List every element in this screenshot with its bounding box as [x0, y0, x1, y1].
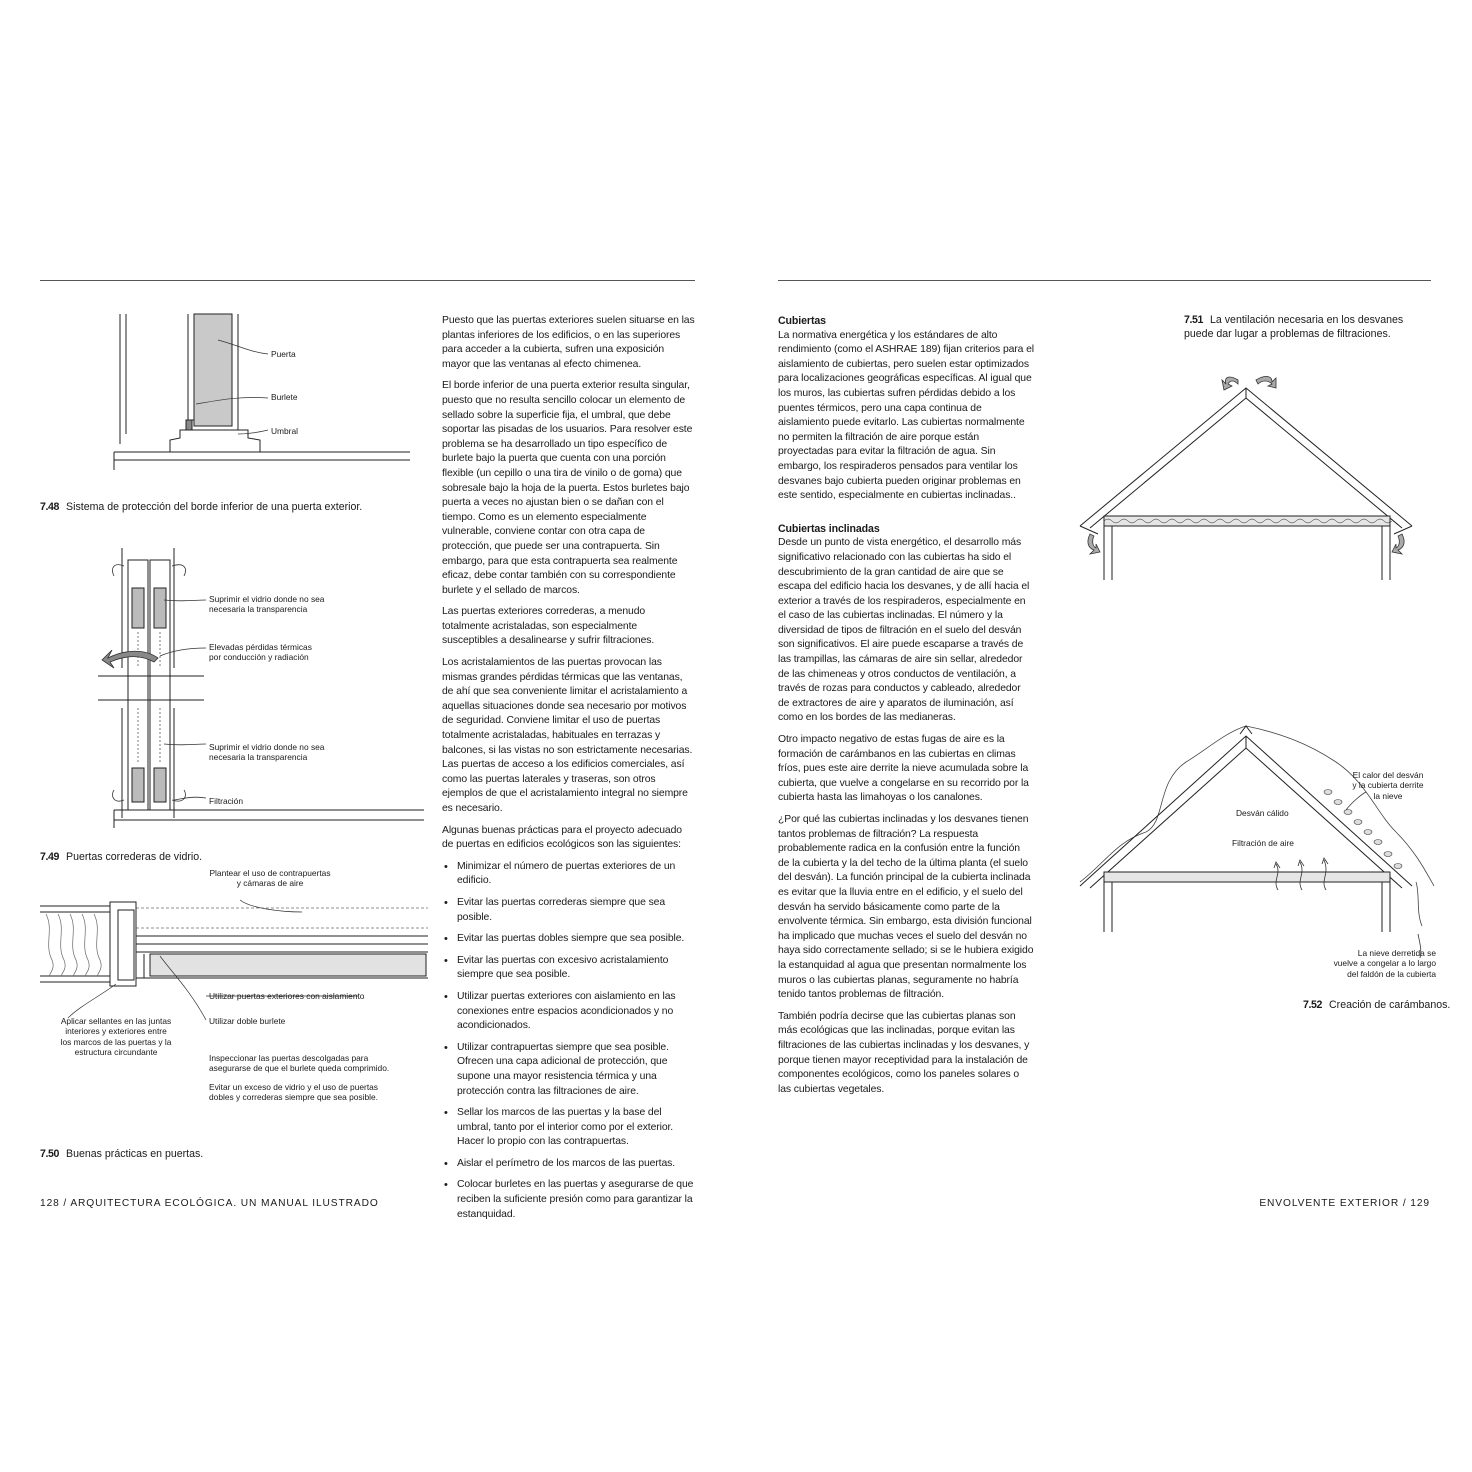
fig749-label-suprimir-top: Suprimir el vidrio donde no sea necesaria la transparencia [209, 594, 325, 615]
fig752-label-nieve: La nieve derretida se vuelve a congelar a lo largo del faldón de la cubierta [1333, 948, 1436, 979]
list-item: • Minimizar el número de puertas exteriores de un edificio. [442, 860, 695, 889]
figure-7-50-caption [40, 1147, 203, 1161]
list-item: • Evitar las puertas correderas siempre que sea posible. [442, 896, 695, 925]
list-item: • Colocar burletes en las puertas y asegurarse de que reciben la suficiente presión como para garantizar la estanquidad. [442, 1178, 695, 1222]
right-paragraph: También podría decirse que las cubiertas planas son más ecológicas que las inclinadas, porque evitan las filtraciones de las cubiertas inclinadas y los desvanes, y porque tienen mayor receptividad para la instalación de componentes ecológicos, como los paneles solares o las cubiertas vegetales. [778, 1010, 1030, 1095]
fig752-number: 7.52 [1303, 999, 1323, 1011]
fig752-label-calor: El calor del desván y la cubierta derrite la nieve [1352, 770, 1424, 801]
right-paragraph: ¿Por qué las cubiertas inclinadas y los desvanes tienen tantos problemas de filtración? La respuesta probablemente radica en la confusión entre la función de la cubierta y la del techo de la última planta (el suelo del desván). La función principal de la cubierta inclinada es evitar que la lluvia entre en el edificio, y el suelo del desván ha servido básicamente como parte de la envolvente térmica. Sin embargo, esta división funcional ha implicado que muchas veces el suelo del desván no haya sido correctamente sellado; si se le hubiera exigido la estanquidad al agua que presentan normalmente los muros o las cubiertas planas, seguramente no habría tenido tantos problemas de filtración. [778, 814, 1034, 1001]
fig752-caption-text: Creación de carámbanos. [1329, 999, 1451, 1011]
fig750-label-doble-burlete: Utilizar doble burlete [209, 1016, 286, 1026]
fig750-label-sellantes: Aplicar sellantes en las juntas interiores y exteriores entre los marcos de las puertas y la estructura circundante [60, 1016, 172, 1058]
list-item: • Aislar el perímetro de los marcos de las puertas. [442, 1157, 695, 1172]
figure-7-50-drawing [40, 900, 430, 1000]
fig752-label-desvan: Desván cálido [1236, 808, 1289, 818]
list-item: • Evitar las puertas dobles siempre que sea posible. [442, 932, 695, 947]
section-heading-cubiertas-inclinadas: Cubiertas inclinadas [778, 522, 880, 535]
fig750-caption-text: Buenas prácticas en puertas. [66, 1148, 204, 1160]
fig750-label-inspeccionar: Inspeccionar las puertas descolgadas para asegurarse de que el burlete queda comprimido. [209, 1053, 390, 1074]
fig751-caption-text: La ventilación necesaria en los desvanes puede dar lugar a problemas de filtraciones. [1184, 314, 1404, 340]
fig749-label-suprimir-bottom: Suprimir el vidrio donde no sea necesaria la transparencia [209, 742, 325, 763]
left-paragraph: Algunas buenas prácticas para el proyecto adecuado de puertas en edificios ecológicos son las siguientes: [442, 824, 682, 851]
right-paragraph: Otro impacto negativo de estas fugas de aire es la formación de carámbanos en las cubiertas en climas fríos, pues este aire derrite la nieve acumulada sobre la cubierta, que vuelve a congelarse en su recorrido por la cubierta hasta las limahoyas o los canalones. [778, 734, 1029, 804]
left-paragraph: Los acristalamientos de las puertas provocan las mismas grandes pérdidas térmicas que las ventanas, de ahí que sea conveniente limitar el acristalamiento a aquellas situaciones donde sea necesario por motivos de seguridad. Conviene limitar el uso de puertas totalmente acristaladas, habituales en terrazas y balcones, si las vistas no son estrictamente necesarias. Las puertas de acceso a los edificios comerciales, así como las puertas laterales y traseras, son otros ejemplos de que el acristalamiento integral no siempre es necesario. [442, 657, 693, 814]
right-header-rule [778, 280, 1431, 281]
fig749-label-filtracion: Filtración [209, 796, 243, 806]
figure-7-49-caption [40, 850, 202, 864]
list-item: • Utilizar puertas exteriores con aislamiento en las conexiones entre espacios acondicionados y no acondicionados. [442, 990, 695, 1034]
fig748-number: 7.48 [40, 501, 60, 513]
figure-7-52-drawing [1076, 722, 1438, 934]
fig748-label-burlete: Burlete [271, 392, 298, 402]
fig748-label-umbral: Umbral [271, 426, 298, 436]
figure-7-48-drawing [110, 312, 410, 482]
figure-7-49-drawing [94, 548, 424, 838]
list-item: • Evitar las puertas con excesivo acristalamiento siempre que sea posible. [442, 954, 695, 983]
right-page-footer: ENVOLVENTE EXTERIOR / 129 [1259, 1198, 1430, 1209]
figure-7-48-caption [40, 500, 362, 514]
figure-7-51-drawing [1076, 366, 1436, 586]
fig749-number: 7.49 [40, 851, 60, 863]
right-paragraph: Desde un punto de vista energético, el desarrollo más significativo relacionado con las cubiertas ha sido el descubrimiento de la gran cantidad de aire que se escapa del edificio hacia los desvanes, y de allí hacia el exterior a través de los respiraderos, especialmente en el caso de las cubiertas inclinadas. El número y la diversidad de tipos de filtración en el suelo del desván son significativos. El aire puede escaparse a través de las trampillas, las cámaras de aire sin sellar, alrededor de las chimeneas y otros conductos de ventilación, a través de rozas para conductos y cableado, alrededor de extractores de aire y aparatos de iluminación, así como en los bordes de las medianeras. [778, 537, 1030, 724]
left-paragraph: Las puertas exteriores correderas, a menudo totalmente acristaladas, son especialmente susceptibles a desalinearse y sufrir filtraciones. [442, 606, 655, 647]
fig750-number: 7.50 [40, 1148, 60, 1160]
fig751-number: 7.51 [1184, 314, 1204, 326]
fig750-label-aislamiento: Utilizar puertas exteriores con aislamiento [209, 991, 365, 1001]
fig752-label-filtracion: Filtración de aire [1232, 838, 1294, 848]
fig749-label-elevadas: Elevadas pérdidas térmicas por conducción y radiación [209, 642, 312, 663]
figure-7-51-caption [1184, 313, 1430, 341]
good-practices-list [442, 860, 695, 1222]
figure-7-52-caption [1303, 998, 1450, 1012]
fig748-label-puerta: Puerta [271, 349, 296, 359]
list-item: • Sellar los marcos de las puertas y la base del umbral, tanto por el interior como por el exterior. Hacer lo propio con las contrapuertas. [442, 1106, 695, 1150]
left-text-column [442, 314, 695, 1229]
right-text-column [778, 314, 1034, 1104]
section-heading-cubiertas: Cubiertas [778, 315, 826, 327]
fig750-label-plantear: Plantear el uso de contrapuertas y cámaras de aire [209, 868, 331, 889]
fig750-label-evitar: Evitar un exceso de vidrio y el uso de puertas dobles y correderas siempre que sea posible. [209, 1082, 378, 1103]
left-header-rule [40, 280, 695, 281]
left-paragraph: Puesto que las puertas exteriores suelen situarse en las plantas inferiores de los edificios, o en las superiores para acceder a la cubierta, sufren una exposición mayor que las ventanas al efecto chimenea. [442, 315, 695, 370]
right-paragraph: La normativa energética y los estándares de alto rendimiento (como el ASHRAE 189) fijan criterios para el aislamiento de cubiertas, pero suelen estar optimizados para localizaciones geográficas específicas. Al igual que los muros, las cubiertas sufren pérdidas debido a los puentes térmicos, pero una capa continua de aislamiento puede evitarlo. Las cubiertas normalmente no permiten la filtración de aire porque están proyectadas para evitar la filtración de agua. Sin embargo, los respiraderos pensados para ventilar los desvanes bajo cubierta pueden originar problemas en este sentido, especialmente en cubiertas inclinadas.. [778, 329, 1035, 502]
left-paragraph: El borde inferior de una puerta exterior resulta singular, puesto que no resulta sencillo colocar un elemento de sellado sobre la superficie fija, el umbral, que debe soportar las pisadas de los usuarios. Para resolver este problema se ha desarrollado un tipo específico de burlete bajo la puerta que cuenta con una porción flexible (un cepillo o una tira de vinilo o de goma) que sobresale bajo la hoja de la puerta. Estos burletes bajo puerta a veces no ajustan bien o se dañan con el tiempo. Como es un elemento especialmente vulnerable, conviene contar con otra capa de protección, que puede ser una contrapuerta. Sin embargo, para que esta contrapuerta sea realmente eficaz, debe contar también con su correspondiente burlete y el sellado de marcos. [442, 380, 693, 596]
fig749-caption-text: Puertas correderas de vidrio. [66, 851, 203, 863]
list-item: • Utilizar contrapuertas siempre que sea posible. Ofrecen una capa adicional de protección, que supone una mayor resistencia térmica y una protección contra las filtraciones de aire. [442, 1041, 695, 1099]
fig748-caption-text: Sistema de protección del borde inferior de una puerta exterior. [66, 501, 363, 513]
left-page-footer: 128 / ARQUITECTURA ECOLÓGICA. UN MANUAL ILUSTRADO [40, 1198, 379, 1209]
